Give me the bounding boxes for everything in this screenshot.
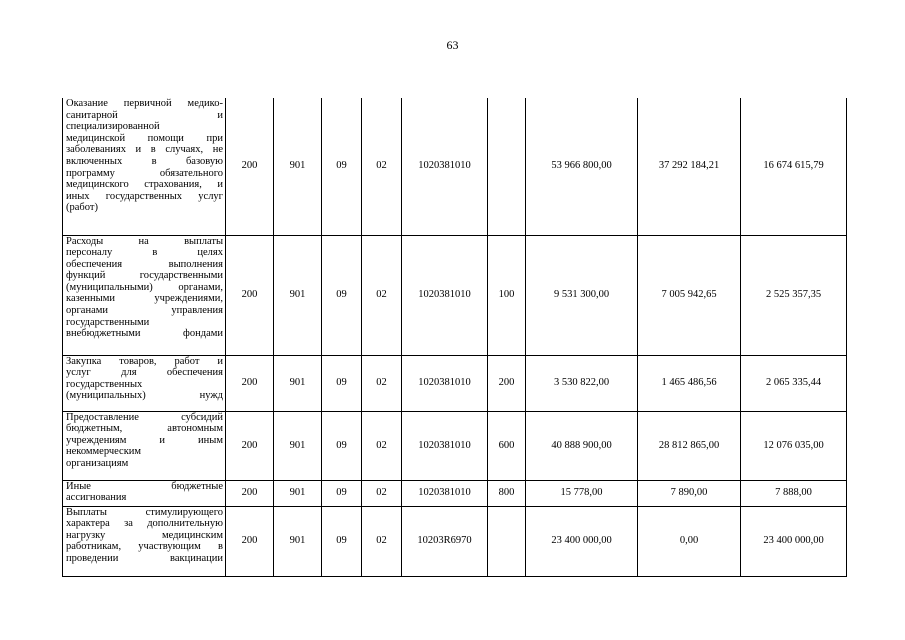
- target-article-cell: 10203R6970: [402, 506, 488, 576]
- target-article-cell: 1020381010: [402, 480, 488, 506]
- admin-code-cell: 200: [226, 411, 274, 480]
- subsection-code-cell: 02: [362, 480, 402, 506]
- ministry-code-cell: 901: [274, 355, 322, 411]
- remainder-amount-cell: 12 076 035,00: [741, 411, 847, 480]
- row-description: Предоставление субсидий бюджетным, автономным учреждениям и иным некоммерческим организациям: [63, 411, 226, 480]
- table-row: [63, 411, 847, 480]
- expense-type-cell: [488, 506, 526, 576]
- row-description: Расходы на выплаты персоналу в целях обеспечения выполнения функций государственными (муниципальными) органами, казенными учреждениями, органами управления государственными внебюджетными фондами: [63, 235, 226, 355]
- subsection-code-cell: 02: [362, 506, 402, 576]
- executed-amount-cell: 28 812 865,00: [638, 411, 741, 480]
- admin-code-cell: 200: [226, 355, 274, 411]
- ministry-code-cell: 901: [274, 480, 322, 506]
- expense-type-cell: 100: [488, 235, 526, 355]
- table-row: [63, 355, 847, 411]
- target-article-cell: 1020381010: [402, 355, 488, 411]
- row-description: Закупка товаров, работ и услуг для обеспечения государственных (муниципальных) нужд: [63, 355, 226, 411]
- section-code-cell: 09: [322, 98, 362, 235]
- subsection-code-cell: 02: [362, 355, 402, 411]
- approved-amount-cell: 23 400 000,00: [526, 506, 638, 576]
- table-row: [63, 506, 847, 576]
- admin-code-cell: 200: [226, 480, 274, 506]
- approved-amount-cell: 9 531 300,00: [526, 235, 638, 355]
- section-code-cell: 09: [322, 411, 362, 480]
- row-description: Выплаты стимулирующего характера за дополнительную нагрузку медицинским работникам, участвующим в проведении вакцинации: [63, 506, 226, 576]
- admin-code-cell: 200: [226, 235, 274, 355]
- row-description: Иные бюджетные ассигнования: [63, 480, 226, 506]
- executed-amount-cell: 0,00: [638, 506, 741, 576]
- remainder-amount-cell: 16 674 615,79: [741, 98, 847, 235]
- remainder-amount-cell: 7 888,00: [741, 480, 847, 506]
- remainder-amount-cell: 23 400 000,00: [741, 506, 847, 576]
- target-article-cell: 1020381010: [402, 411, 488, 480]
- expense-type-cell: 600: [488, 411, 526, 480]
- executed-amount-cell: 1 465 486,56: [638, 355, 741, 411]
- ministry-code-cell: 901: [274, 235, 322, 355]
- ministry-code-cell: 901: [274, 506, 322, 576]
- subsection-code-cell: 02: [362, 411, 402, 480]
- executed-amount-cell: 37 292 184,21: [638, 98, 741, 235]
- expense-type-cell: 800: [488, 480, 526, 506]
- budget-table: [62, 98, 847, 577]
- subsection-code-cell: 02: [362, 98, 402, 235]
- remainder-amount-cell: 2 525 357,35: [741, 235, 847, 355]
- subsection-code-cell: 02: [362, 235, 402, 355]
- ministry-code-cell: 901: [274, 98, 322, 235]
- remainder-amount-cell: 2 065 335,44: [741, 355, 847, 411]
- target-article-cell: 1020381010: [402, 235, 488, 355]
- executed-amount-cell: 7 005 942,65: [638, 235, 741, 355]
- admin-code-cell: 200: [226, 506, 274, 576]
- page-number: 63: [446, 38, 459, 52]
- approved-amount-cell: 3 530 822,00: [526, 355, 638, 411]
- admin-code-cell: 200: [226, 98, 274, 235]
- expense-type-cell: 200: [488, 355, 526, 411]
- table-row: [63, 235, 847, 355]
- approved-amount-cell: 40 888 900,00: [526, 411, 638, 480]
- target-article-cell: 1020381010: [402, 98, 488, 235]
- expense-type-cell: [488, 98, 526, 235]
- table-row: [63, 98, 847, 235]
- approved-amount-cell: 53 966 800,00: [526, 98, 638, 235]
- approved-amount-cell: 15 778,00: [526, 480, 638, 506]
- ministry-code-cell: 901: [274, 411, 322, 480]
- section-code-cell: 09: [322, 235, 362, 355]
- table-row: [63, 480, 847, 506]
- executed-amount-cell: 7 890,00: [638, 480, 741, 506]
- row-description: Оказание первичной медико- санитарной и специализированной медицинской помощи при заболеваниях и в случаях, не включенных в базовую программу обязательного медицинского страхования, и иных государственных услуг (работ): [63, 98, 226, 235]
- section-code-cell: 09: [322, 480, 362, 506]
- section-code-cell: 09: [322, 355, 362, 411]
- section-code-cell: 09: [322, 506, 362, 576]
